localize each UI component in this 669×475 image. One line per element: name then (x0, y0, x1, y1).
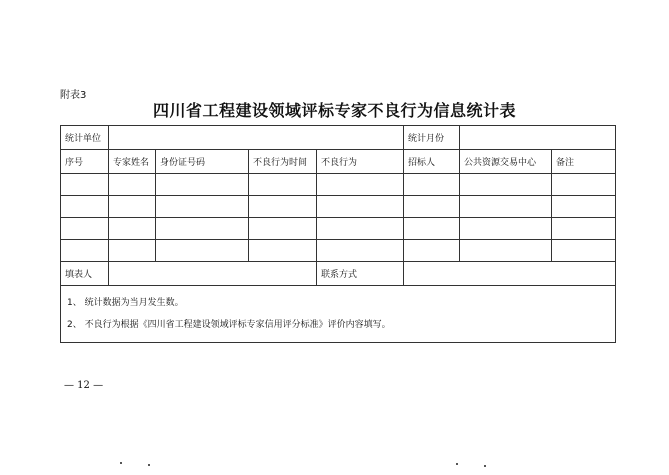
table-cell[interactable] (61, 218, 109, 240)
table-cell[interactable] (460, 196, 552, 218)
attachment-label: 附表3 (60, 90, 87, 101)
column-header: 不良行为时间 (249, 150, 317, 174)
column-header-row (61, 150, 616, 174)
note-line: 2、 不良行为根据《四川省工程建设领域评标专家信用评分标准》评价内容填写。 (67, 320, 391, 330)
column-header: 招标人 (404, 150, 460, 174)
unit-field[interactable] (109, 126, 404, 150)
table-cell[interactable] (249, 196, 317, 218)
table-row (61, 240, 616, 262)
column-header: 身份证号码 (156, 150, 249, 174)
contact-label: 联系方式 (317, 262, 404, 286)
table-cell[interactable] (156, 174, 249, 196)
notes-cell (61, 286, 616, 343)
statistics-table (60, 125, 616, 343)
table-cell[interactable] (317, 240, 404, 262)
contact-field[interactable] (404, 262, 616, 286)
table-row (61, 218, 616, 240)
table-cell[interactable] (156, 196, 249, 218)
table-cell[interactable] (61, 240, 109, 262)
table-cell[interactable] (249, 240, 317, 262)
column-header: 序号 (61, 150, 109, 174)
table-cell[interactable] (552, 174, 616, 196)
unit-row (61, 126, 616, 150)
table-cell[interactable] (249, 174, 317, 196)
table-cell[interactable] (404, 240, 460, 262)
table-cell[interactable] (404, 196, 460, 218)
month-label: 统计月份 (404, 126, 460, 150)
filler-field[interactable] (109, 262, 317, 286)
table-row (61, 196, 616, 218)
filler-label: 填表人 (61, 262, 109, 286)
form-title: 四川省工程建设领域评标专家不良行为信息统计表 (152, 101, 516, 120)
table-cell[interactable] (552, 240, 616, 262)
table-cell[interactable] (317, 196, 404, 218)
table-cell[interactable] (552, 196, 616, 218)
table-cell[interactable] (109, 218, 156, 240)
column-header: 不良行为 (317, 150, 404, 174)
table-cell[interactable] (61, 196, 109, 218)
scan-speck (148, 464, 150, 466)
scan-speck (456, 463, 458, 465)
column-header: 公共资源交易中心 (460, 150, 552, 174)
table-cell[interactable] (109, 196, 156, 218)
table-cell[interactable] (109, 240, 156, 262)
notes-row (61, 286, 616, 343)
column-header: 备注 (552, 150, 616, 174)
table-cell[interactable] (460, 240, 552, 262)
table-cell[interactable] (404, 218, 460, 240)
scan-speck (120, 462, 122, 464)
table-cell[interactable] (249, 218, 317, 240)
table-cell[interactable] (460, 218, 552, 240)
note-line: 1、 统计数据为当月发生数。 (67, 298, 184, 308)
table-cell[interactable] (317, 218, 404, 240)
table-cell[interactable] (552, 218, 616, 240)
month-field[interactable] (460, 126, 616, 150)
filler-row (61, 262, 616, 286)
table-cell[interactable] (61, 174, 109, 196)
unit-label: 统计单位 (61, 126, 109, 150)
table-cell[interactable] (460, 174, 552, 196)
table-row (61, 174, 616, 196)
column-header: 专家姓名 (109, 150, 156, 174)
table-cell[interactable] (156, 218, 249, 240)
table-cell[interactable] (109, 174, 156, 196)
table-cell[interactable] (156, 240, 249, 262)
scan-speck (484, 465, 486, 467)
table-cell[interactable] (404, 174, 460, 196)
page-number: — 12 — (64, 380, 104, 391)
table-cell[interactable] (317, 174, 404, 196)
